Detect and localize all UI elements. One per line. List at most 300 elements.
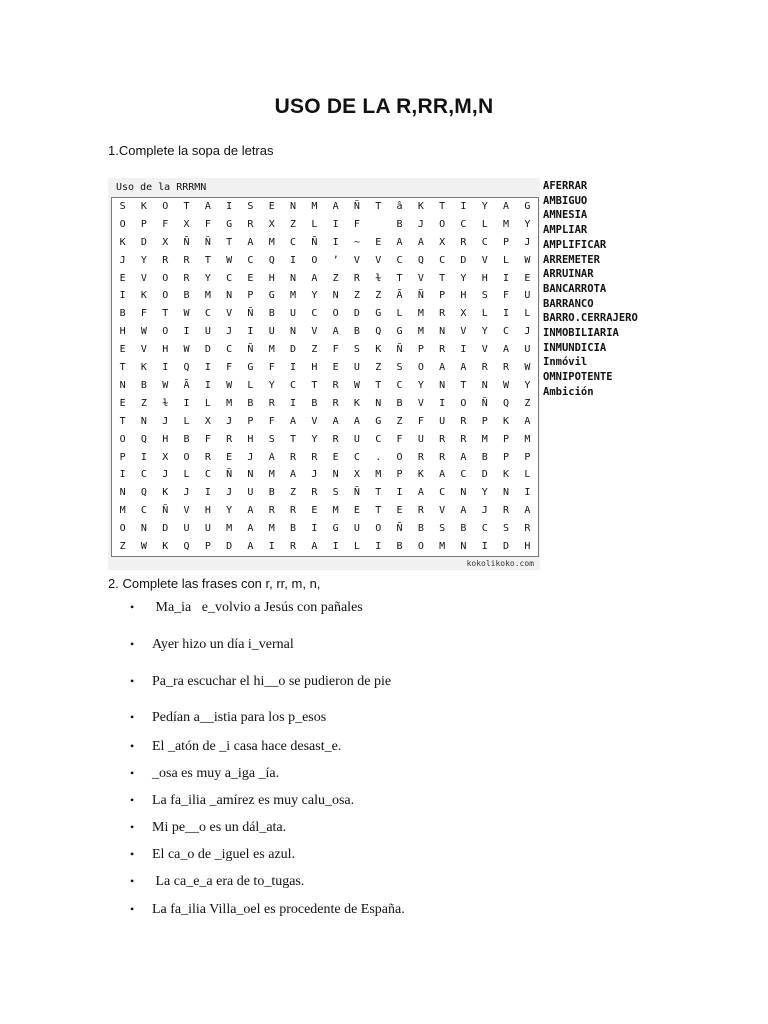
word-list-item: BANCARROTA bbox=[543, 282, 607, 295]
grid-cell: U bbox=[247, 487, 254, 499]
grid-cell: M bbox=[439, 541, 446, 553]
grid-cell: J bbox=[162, 469, 169, 481]
grid-cell: T bbox=[375, 379, 382, 391]
grid-cell: V bbox=[311, 415, 318, 427]
grid-cell: C bbox=[353, 451, 360, 463]
grid-cell: Ñ bbox=[204, 236, 211, 248]
grid-cell: P bbox=[481, 415, 488, 427]
grid-cell: U bbox=[204, 523, 211, 535]
grid-cell: I bbox=[247, 326, 254, 338]
grid-cell: M bbox=[268, 344, 275, 356]
grid-cell: O bbox=[162, 326, 169, 338]
grid-cell: E bbox=[353, 505, 360, 517]
bullet-icon: • bbox=[130, 874, 135, 888]
grid-cell: S bbox=[268, 433, 275, 445]
grid-cell: Z bbox=[353, 290, 360, 302]
grid-cell: K bbox=[417, 200, 424, 212]
grid-cell: D bbox=[503, 541, 510, 553]
grid-cell: V bbox=[183, 505, 190, 517]
sentence-text: El _atón de _i casa hace desast_e. bbox=[152, 739, 342, 754]
grid-cell: C bbox=[396, 254, 403, 266]
grid-cell: V bbox=[481, 254, 488, 266]
grid-cell: X bbox=[183, 218, 190, 230]
grid-cell: B bbox=[268, 308, 275, 320]
grid-cell: R bbox=[183, 272, 190, 284]
word-list-item: Inmóvil bbox=[543, 356, 588, 369]
grid-cell: Z bbox=[396, 415, 403, 427]
grid-cell: H bbox=[481, 272, 488, 284]
grid-cell: S bbox=[481, 290, 488, 302]
grid-cell: Q bbox=[503, 397, 510, 409]
grid-cell: P bbox=[503, 236, 510, 248]
grid-cell: Ñ bbox=[396, 344, 403, 356]
grid-cell: V bbox=[226, 308, 233, 320]
grid-cell: M bbox=[524, 433, 531, 445]
grid-cell: H bbox=[119, 326, 126, 338]
grid-cell: I bbox=[460, 200, 467, 212]
grid-cell: R bbox=[332, 397, 339, 409]
grid-cell: V bbox=[439, 505, 446, 517]
grid-cell: G bbox=[226, 218, 233, 230]
grid-cell: N bbox=[481, 379, 488, 391]
grid-cell: E bbox=[268, 200, 275, 212]
grid-cell: A bbox=[268, 451, 275, 463]
grid-cell: N bbox=[290, 272, 297, 284]
sentence-text: _osa es muy a_iga _ía. bbox=[152, 766, 280, 781]
grid-cell: C bbox=[290, 379, 297, 391]
grid-cell: R bbox=[503, 505, 510, 517]
puzzle-header: Uso de la RRRMN bbox=[116, 182, 207, 193]
grid-cell: A bbox=[247, 541, 254, 553]
sentence-text: El ca_o de _iguel es azul. bbox=[152, 847, 296, 862]
grid-cell: N bbox=[460, 487, 467, 499]
grid-cell: H bbox=[268, 272, 275, 284]
grid-cell: N bbox=[375, 397, 382, 409]
grid-cell: Ñ bbox=[247, 344, 254, 356]
grid-cell: Y bbox=[524, 218, 531, 230]
grid-cell: E bbox=[247, 272, 254, 284]
grid-cell: B bbox=[311, 397, 318, 409]
grid-cell: K bbox=[119, 236, 126, 248]
grid-cell: K bbox=[162, 541, 169, 553]
grid-cell: X bbox=[162, 236, 169, 248]
grid-cell: A bbox=[396, 236, 403, 248]
grid-cell: X bbox=[460, 308, 467, 320]
word-list-item: BARRANCO bbox=[543, 297, 594, 310]
grid-cell: F bbox=[268, 415, 275, 427]
grid-cell: F bbox=[332, 344, 339, 356]
grid-cell: N bbox=[439, 326, 446, 338]
grid-cell: I bbox=[162, 362, 169, 374]
grid-cell: D bbox=[162, 523, 169, 535]
grid-cell: E bbox=[524, 272, 531, 284]
grid-cell: A bbox=[524, 505, 531, 517]
grid-cell: C bbox=[290, 236, 297, 248]
grid-cell: Z bbox=[140, 397, 147, 409]
bullet-icon: • bbox=[130, 739, 135, 753]
grid-cell: J bbox=[524, 236, 531, 248]
grid-cell: W bbox=[353, 379, 360, 391]
section-1-heading: 1.Complete la sopa de letras bbox=[108, 143, 274, 158]
grid-cell: I bbox=[183, 397, 190, 409]
grid-cell: B bbox=[396, 218, 403, 230]
grid-cell: T bbox=[119, 415, 126, 427]
grid-cell: M bbox=[268, 469, 275, 481]
grid-cell: A bbox=[417, 236, 424, 248]
grid-cell: J bbox=[183, 487, 190, 499]
grid-cell: F bbox=[204, 218, 211, 230]
grid-cell: X bbox=[268, 218, 275, 230]
grid-cell: R bbox=[332, 379, 339, 391]
grid-cell: I bbox=[140, 451, 147, 463]
grid-cell: B bbox=[183, 290, 190, 302]
grid-cell: J bbox=[481, 505, 488, 517]
grid-cell: O bbox=[396, 451, 403, 463]
grid-cell: B bbox=[290, 523, 297, 535]
grid-cell: R bbox=[204, 451, 211, 463]
grid-cell: B bbox=[140, 379, 147, 391]
grid-cell: R bbox=[311, 451, 318, 463]
sentence-text: Ayer hizo un día i_vernal bbox=[152, 637, 294, 652]
grid-cell: A bbox=[503, 200, 510, 212]
grid-cell: B bbox=[353, 326, 360, 338]
grid-cell: I bbox=[503, 272, 510, 284]
grid-cell: X bbox=[439, 236, 446, 248]
grid-cell: Ñ bbox=[481, 397, 488, 409]
word-list-item: INMUNDICIA bbox=[543, 341, 607, 354]
grid-cell: F bbox=[162, 218, 169, 230]
grid-cell: T bbox=[226, 236, 233, 248]
grid-cell: V bbox=[140, 272, 147, 284]
grid-cell: O bbox=[162, 272, 169, 284]
grid-cell: V bbox=[140, 344, 147, 356]
grid-cell: V bbox=[417, 272, 424, 284]
grid-cell: T bbox=[162, 308, 169, 320]
grid-cell: Q bbox=[268, 254, 275, 266]
bullet-icon: • bbox=[130, 793, 135, 807]
grid-cell: E bbox=[332, 362, 339, 374]
grid-cell: A bbox=[332, 415, 339, 427]
grid-cell: O bbox=[439, 218, 446, 230]
grid-cell: J bbox=[162, 415, 169, 427]
grid-cell: Z bbox=[524, 397, 531, 409]
grid-cell: K bbox=[162, 487, 169, 499]
grid-cell: O bbox=[417, 541, 424, 553]
grid-cell: N bbox=[140, 415, 147, 427]
grid-cell: U bbox=[353, 433, 360, 445]
grid-cell: ʼ bbox=[332, 254, 339, 266]
grid-cell: M bbox=[503, 218, 510, 230]
grid-cell: K bbox=[140, 200, 147, 212]
grid-cell: X bbox=[353, 469, 360, 481]
grid-cell: R bbox=[460, 415, 467, 427]
grid-cell: Y bbox=[417, 379, 424, 391]
grid-cell: P bbox=[247, 415, 254, 427]
grid-cell: Q bbox=[183, 541, 190, 553]
grid-cell: R bbox=[268, 505, 275, 517]
grid-cell: Z bbox=[290, 487, 297, 499]
grid-cell: I bbox=[503, 308, 510, 320]
grid-cell: N bbox=[503, 487, 510, 499]
grid-cell: O bbox=[183, 451, 190, 463]
grid-cell: I bbox=[311, 523, 318, 535]
grid-cell: Ñ bbox=[183, 236, 190, 248]
grid-cell: P bbox=[503, 433, 510, 445]
grid-cell: R bbox=[226, 433, 233, 445]
grid-cell: T bbox=[311, 379, 318, 391]
grid-cell: R bbox=[183, 254, 190, 266]
grid-cell: Q bbox=[140, 433, 147, 445]
grid-cell: S bbox=[353, 344, 360, 356]
grid-cell: L bbox=[183, 469, 190, 481]
grid-cell: L bbox=[311, 218, 318, 230]
grid-cell: H bbox=[311, 362, 318, 374]
grid-cell: R bbox=[439, 433, 446, 445]
grid-cell: Q bbox=[417, 254, 424, 266]
grid-cell: N bbox=[290, 200, 297, 212]
grid-cell: N bbox=[290, 326, 297, 338]
grid-cell: C bbox=[375, 433, 382, 445]
grid-cell: K bbox=[140, 362, 147, 374]
grid-cell: R bbox=[290, 541, 297, 553]
grid-cell: Ñ bbox=[353, 200, 360, 212]
grid-cell: N bbox=[247, 469, 254, 481]
grid-cell: L bbox=[481, 308, 488, 320]
sentence-text: Pedían a__istia para los p_esos bbox=[152, 710, 327, 725]
grid-cell: N bbox=[119, 487, 126, 499]
grid-cell: I bbox=[439, 397, 446, 409]
bullet-icon: • bbox=[130, 674, 135, 688]
grid-cell: B bbox=[417, 523, 424, 535]
grid-cell: R bbox=[417, 505, 424, 517]
word-list-item: OMNIPOTENTE bbox=[543, 371, 613, 384]
grid-cell: A bbox=[247, 505, 254, 517]
grid-cell: M bbox=[268, 236, 275, 248]
grid-cell: ɫ bbox=[162, 397, 169, 409]
grid-cell: R bbox=[290, 505, 297, 517]
grid-cell: E bbox=[396, 505, 403, 517]
grid-cell: I bbox=[204, 362, 211, 374]
grid-cell: R bbox=[439, 451, 446, 463]
grid-cell: J bbox=[226, 415, 233, 427]
grid-cell: C bbox=[204, 469, 211, 481]
bullet-icon: • bbox=[130, 766, 135, 780]
grid-cell: P bbox=[439, 290, 446, 302]
grid-cell: N bbox=[119, 379, 126, 391]
grid-cell: U bbox=[353, 523, 360, 535]
grid-cell: E bbox=[119, 344, 126, 356]
grid-cell: P bbox=[247, 290, 254, 302]
grid-cell: S bbox=[119, 200, 126, 212]
grid-cell: H bbox=[204, 505, 211, 517]
grid-cell: Z bbox=[119, 541, 126, 553]
bullet-icon: • bbox=[130, 902, 135, 916]
grid-cell: I bbox=[268, 541, 275, 553]
grid-cell: O bbox=[162, 200, 169, 212]
grid-cell: Y bbox=[460, 272, 467, 284]
grid-cell: P bbox=[524, 451, 531, 463]
grid-cell: P bbox=[417, 344, 424, 356]
grid-cell: A bbox=[332, 326, 339, 338]
grid-cell: P bbox=[396, 469, 403, 481]
grid-cell: M bbox=[481, 433, 488, 445]
grid-cell: H bbox=[524, 541, 531, 553]
grid-cell: Y bbox=[311, 290, 318, 302]
grid-cell: I bbox=[332, 236, 339, 248]
grid-cell: H bbox=[460, 290, 467, 302]
grid-cell: R bbox=[290, 451, 297, 463]
grid-cell: C bbox=[481, 236, 488, 248]
grid-cell: A bbox=[290, 415, 297, 427]
grid-cell: S bbox=[396, 362, 403, 374]
grid-cell: A bbox=[460, 362, 467, 374]
grid-cell: C bbox=[204, 308, 211, 320]
grid-cell: M bbox=[119, 505, 126, 517]
grid-cell: Y bbox=[311, 433, 318, 445]
word-list-item: AMNESIA bbox=[543, 209, 588, 222]
grid-cell: F bbox=[396, 433, 403, 445]
grid-cell: T bbox=[290, 433, 297, 445]
grid-cell: T bbox=[460, 379, 467, 391]
grid-cell: J bbox=[417, 218, 424, 230]
grid-cell: V bbox=[375, 254, 382, 266]
word-list bbox=[543, 179, 638, 400]
grid-cell: V bbox=[481, 344, 488, 356]
grid-cell: L bbox=[481, 218, 488, 230]
grid-cell: A bbox=[247, 523, 254, 535]
word-list-item: ARRUINAR bbox=[543, 268, 594, 281]
grid-cell: O bbox=[375, 523, 382, 535]
grid-cell: Z bbox=[375, 362, 382, 374]
grid-cell: V bbox=[353, 254, 360, 266]
grid-cell: A bbox=[503, 344, 510, 356]
grid-cell: A bbox=[439, 362, 446, 374]
grid-cell: Ñ bbox=[396, 523, 403, 535]
grid-cell: I bbox=[460, 344, 467, 356]
bullet-icon: • bbox=[130, 637, 135, 651]
grid-cell: L bbox=[353, 541, 360, 553]
grid-cell: B bbox=[119, 308, 126, 320]
grid-cell: H bbox=[162, 344, 169, 356]
grid-cell: C bbox=[140, 469, 147, 481]
grid-cell: C bbox=[311, 308, 318, 320]
grid-cell: R bbox=[524, 523, 531, 535]
grid-cell: C bbox=[226, 344, 233, 356]
grid-cell: B bbox=[247, 397, 254, 409]
grid-cell: A bbox=[353, 415, 360, 427]
grid-cell: U bbox=[439, 415, 446, 427]
word-list-item: ARREMETER bbox=[543, 253, 600, 266]
grid-cell: G bbox=[375, 308, 382, 320]
grid-cell: E bbox=[332, 451, 339, 463]
grid-cell: I bbox=[204, 379, 211, 391]
sentence-text: La ca_e_a era de to_tugas. bbox=[152, 874, 305, 889]
word-list-item: AFERRAR bbox=[543, 180, 588, 192]
grid-cell: ɫ bbox=[375, 272, 382, 284]
grid-cell: U bbox=[417, 433, 424, 445]
grid-cell: I bbox=[226, 200, 233, 212]
grid-cell: I bbox=[481, 541, 488, 553]
grid-cell: F bbox=[503, 290, 510, 302]
grid-cell: U bbox=[290, 308, 297, 320]
grid-cell: R bbox=[439, 308, 446, 320]
bullet-icon: • bbox=[130, 820, 135, 834]
grid-cell: C bbox=[460, 469, 467, 481]
grid-cell: W bbox=[140, 541, 147, 553]
grid-cell: R bbox=[311, 487, 318, 499]
grid-cell: C bbox=[226, 272, 233, 284]
grid-cell: K bbox=[375, 344, 382, 356]
grid-cell: R bbox=[439, 344, 446, 356]
grid-cell: B bbox=[481, 451, 488, 463]
grid-cell: N bbox=[460, 541, 467, 553]
grid-cell: O bbox=[119, 218, 126, 230]
grid-cell: E bbox=[375, 236, 382, 248]
grid-cell: O bbox=[311, 254, 318, 266]
grid-cell: D bbox=[290, 344, 297, 356]
grid-cell: W bbox=[183, 308, 190, 320]
grid-cell: Z bbox=[332, 272, 339, 284]
grid-cell: ~ bbox=[353, 236, 360, 248]
letter-grid bbox=[111, 197, 539, 557]
grid-cell: F bbox=[353, 218, 360, 230]
grid-cell: Q bbox=[183, 362, 190, 374]
grid-cell: A bbox=[524, 415, 531, 427]
grid-cell: V bbox=[460, 326, 467, 338]
grid-cell: P bbox=[119, 451, 126, 463]
grid-cell: H bbox=[162, 433, 169, 445]
grid-cell: R bbox=[460, 236, 467, 248]
grid-cell: W bbox=[226, 379, 233, 391]
sentence-text: Pa_ra escuchar el hi__o se pudieron de pie bbox=[152, 674, 392, 689]
grid-cell: E bbox=[119, 272, 126, 284]
grid-cell: M bbox=[204, 290, 211, 302]
word-list-item: BARRO.CERRAJERO bbox=[543, 312, 638, 325]
grid-cell: R bbox=[503, 362, 510, 374]
sentence-text: Ma_ia e_volvio a Jesús con pañales bbox=[152, 600, 363, 615]
grid-cell: R bbox=[247, 218, 254, 230]
grid-cell: U bbox=[353, 362, 360, 374]
bullet-icon: • bbox=[130, 600, 135, 614]
grid-cell: W bbox=[183, 344, 190, 356]
grid-cell: N bbox=[226, 290, 233, 302]
grid-cell: Ñ bbox=[226, 469, 233, 481]
grid-cell: L bbox=[396, 308, 403, 320]
grid-cell: N bbox=[140, 523, 147, 535]
grid-cell: E bbox=[119, 397, 126, 409]
grid-cell: O bbox=[460, 397, 467, 409]
grid-cell: G bbox=[332, 523, 339, 535]
grid-cell: S bbox=[503, 523, 510, 535]
grid-cell: Y bbox=[524, 379, 531, 391]
word-list-item: AMBIGUO bbox=[543, 194, 588, 207]
grid-cell: Q bbox=[140, 487, 147, 499]
grid-cell: N bbox=[439, 379, 446, 391]
grid-cell: B bbox=[396, 397, 403, 409]
grid-cell: W bbox=[140, 326, 147, 338]
grid-cell: P bbox=[204, 541, 211, 553]
grid-cell: Z bbox=[375, 290, 382, 302]
grid-cell: J bbox=[226, 487, 233, 499]
grid-cell: M bbox=[332, 505, 339, 517]
grid-cell: B bbox=[268, 487, 275, 499]
grid-cell: K bbox=[353, 397, 360, 409]
grid-cell: I bbox=[332, 218, 339, 230]
grid-cell: R bbox=[481, 362, 488, 374]
grid-cell: Ñ bbox=[417, 290, 424, 302]
word-list-item: Ambición bbox=[543, 385, 594, 398]
grid-cell: M bbox=[226, 523, 233, 535]
